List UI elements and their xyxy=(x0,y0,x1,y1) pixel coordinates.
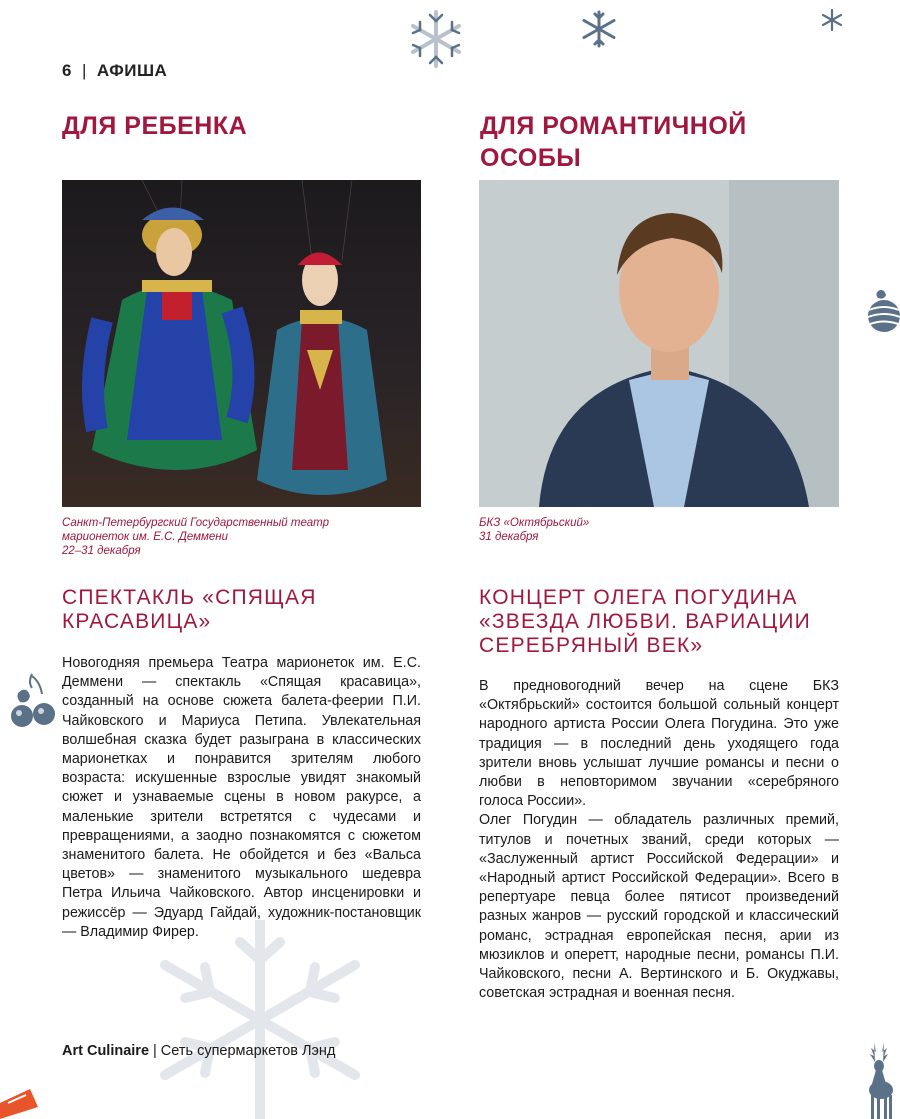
header-separator: | xyxy=(81,61,87,80)
page-number: 6 xyxy=(62,61,72,80)
footer-separator: | xyxy=(153,1043,157,1059)
page-header xyxy=(62,61,167,81)
footer-brand: Art Culinaire xyxy=(62,1043,150,1059)
section-title-for-child: ДЛЯ РЕБЕНКА xyxy=(62,112,248,140)
large-snowflake-decoration xyxy=(140,920,380,1119)
body-paragraph: В предновогодний вечер на сцене БКЗ «Октябрьский» состоится большой сольный концерт народного артиста России Олега Погудина. Это уже традиция — в последний день уходящего года зрители вновь услышат лучшие романсы и песни о любви в неповторимом звучании «серебряного голоса России». xyxy=(479,678,839,810)
deer-icon xyxy=(860,1040,900,1119)
section-title-line: ОСОБЫ xyxy=(480,144,582,172)
body-paragraph: Олег Погудин — обладатель различных премий, титулов и почетных званий, среди которых — «Заслуженный артист Российской Федерации» и «Народный артист Российской Федерации». Всего в репертуаре певца более пятисот произведений разных жанров — русский городской и классический романс, эстрадная европейская песня, арии из мюзиклов и оперетт, народные песни, романсы П.И. Чайковского, песни А. Вертинского и Б. Окуджавы, советская эстрадная и военная песня. xyxy=(479,812,839,1002)
portrait-photo xyxy=(479,180,839,507)
event-title-line: КОНЦЕРТ ОЛЕГА ПОГУДИНА xyxy=(479,586,798,609)
marionettes-photo xyxy=(62,180,421,507)
section-title-romantic xyxy=(480,110,860,174)
ornament-baubles-icon xyxy=(8,672,58,736)
caption-line: марионеток им. Е.С. Деммени xyxy=(62,531,229,543)
event-title-line: КРАСАВИЦА» xyxy=(62,610,212,633)
page-footer xyxy=(62,1043,335,1059)
caption-line: БКЗ «Октябрьский» xyxy=(479,517,590,529)
event-title-pogudin-concert xyxy=(479,586,869,658)
snowflake-icon xyxy=(405,8,467,70)
event-title-line: СПЕКТАКЛЬ «СПЯЩАЯ xyxy=(62,586,317,609)
caption-date: 31 декабря xyxy=(479,531,539,543)
section-label: АФИША xyxy=(96,61,168,80)
caption-right xyxy=(479,516,809,544)
event-title-line: СЕРЕБРЯНЫЙ ВЕК» xyxy=(479,634,704,657)
snowflake-icon xyxy=(820,8,844,32)
snowflake-icon xyxy=(580,10,618,48)
caption-left xyxy=(62,516,392,558)
caption-line: Санкт-Петербургский Государственный театр xyxy=(62,517,329,529)
event-title-sleeping-beauty xyxy=(62,586,432,634)
body-paragraph: Новогодняя премьера Театра марионеток им. Е.С. Деммени — спектакль «Спящая красавица», созданный на основе сюжета балета-феерии П.И. Чайковского и Мариуса Петипа. Увлекательная волшебная сказка будет разыграна в классических марионетках и понравится зрителям любого возраста: искушенные взрослые увидят знакомый сюжет и узнаваемые сцены в новом ракурсе, а маленькие зрители встретятся с чудесами и превращениями, а заодно познакомятся с сюжетом знаменитого балета. Не обойдется и без «Вальса цветов» — знаменитого музыкального шедевра Петра Ильича Чайковского. Автор инсценировки и режиссёр — Эдуард Гайдай, художник-постановщик — Владимир Фирер. xyxy=(62,655,421,940)
article-body-right xyxy=(479,677,839,1003)
section-title-line: ДЛЯ РОМАНТИЧНОЙ xyxy=(480,112,747,140)
ornament-ball-icon xyxy=(862,288,900,334)
corner-logo-badge xyxy=(0,1083,44,1119)
event-title-line: «ЗВЕЗДА ЛЮБВИ. ВАРИАЦИИ xyxy=(479,610,811,633)
article-body-left xyxy=(62,654,421,942)
footer-tagline: Сеть супермаркетов Лэнд xyxy=(160,1043,336,1059)
caption-date: 22–31 декабря xyxy=(62,545,141,557)
